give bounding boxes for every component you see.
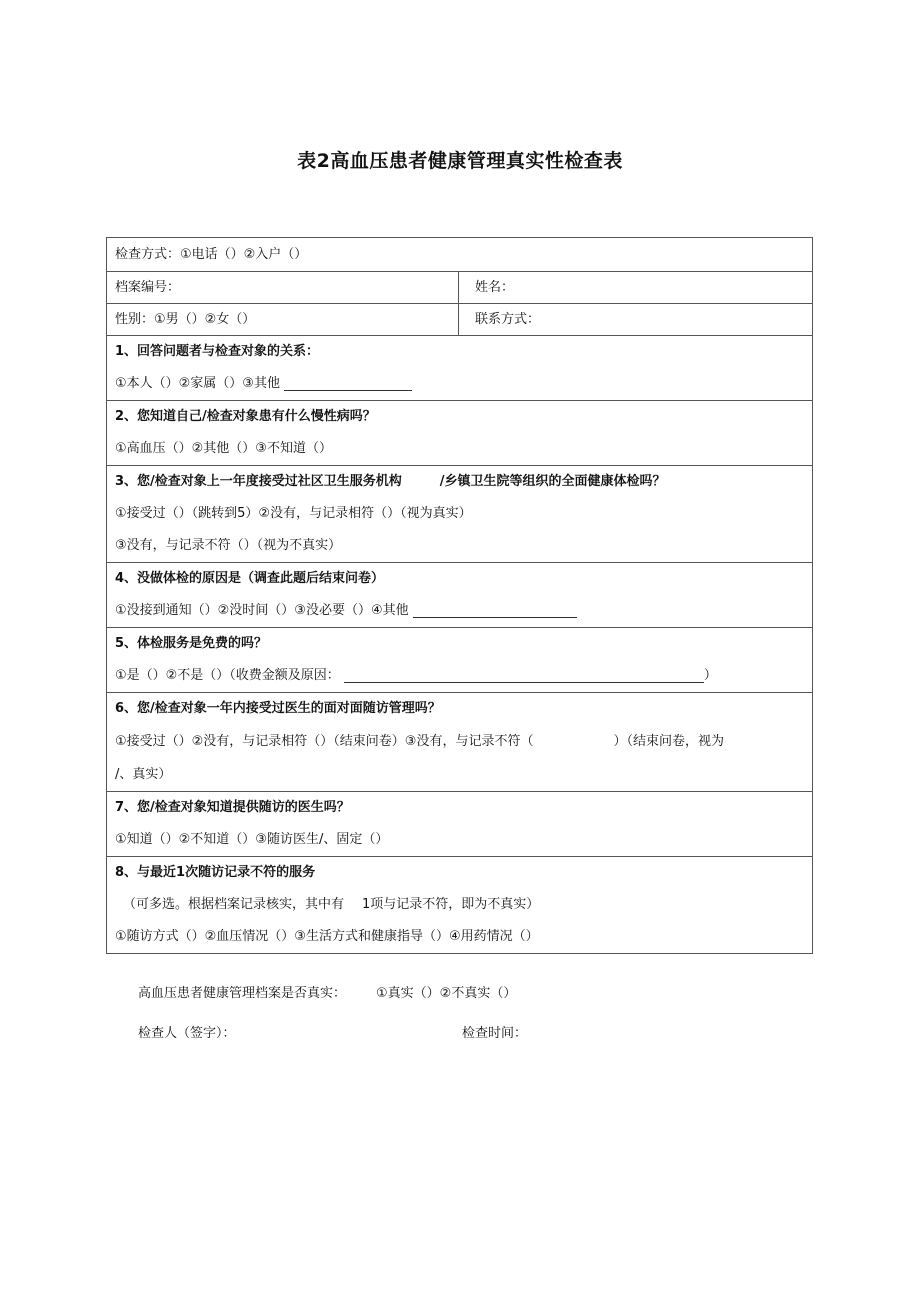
question-8-head: 8、与最近1次随访记录不符的服务 xyxy=(115,865,316,880)
question-7 xyxy=(107,791,812,856)
question-4-options-text: ①没接到通知（）②没时间（）③没必要（）④其他 xyxy=(115,603,409,618)
method-row xyxy=(107,238,812,271)
question-3-option-line1[interactable]: ①接受过（）（跳转到5）②没有，与记录相符（）（视为真实） xyxy=(115,506,472,521)
file-name-row xyxy=(107,271,812,303)
method-field[interactable]: 检查方式：①电话（）②入户（） xyxy=(115,247,308,262)
question-4-options[interactable] xyxy=(115,595,804,627)
question-8-options[interactable]: ①随访方式（）②血压情况（）③生活方式和健康指导（）④用药情况（） xyxy=(115,929,539,944)
question-7-head: 7、您/检查对象知道提供随访的医生吗？ xyxy=(115,800,350,815)
question-8-note-b: 1项与记录不符，即为不真实） xyxy=(362,897,540,912)
authenticity-line xyxy=(138,982,516,1001)
file-no-field[interactable]: 档案编号： xyxy=(107,272,459,303)
question-6 xyxy=(107,692,812,791)
question-2-options[interactable]: ①高血压（）②其他（）③不知道（） xyxy=(115,441,332,456)
authenticity-label: 高血压患者健康管理档案是否真实： xyxy=(138,986,347,1001)
question-6-line1-b: ）（结束问卷，视为 xyxy=(613,734,724,749)
question-4 xyxy=(107,562,812,627)
question-5-blank[interactable] xyxy=(344,668,704,683)
question-8-note xyxy=(115,889,804,921)
question-7-options[interactable]: ①知道（）②不知道（）③随访医生/、固定（） xyxy=(115,832,389,847)
question-6-line1-a: ①接受过（）②没有，与记录相符（）（结束问卷）③没有，与记录不符（ xyxy=(115,734,534,749)
question-3-head xyxy=(115,466,804,498)
question-6-option-line2[interactable]: /、真实） xyxy=(115,767,172,782)
question-2-head: 2、您知道自己/检查对象患有什么慢性病吗？ xyxy=(115,409,376,424)
question-5-head: 5、体检服务是免费的吗？ xyxy=(115,636,268,651)
question-3-head-b: /乡镇卫生院等组织的全面健康体检吗？ xyxy=(439,474,666,489)
question-1-head: 1、回答问题者与检查对象的关系： xyxy=(115,344,320,359)
question-2 xyxy=(107,400,812,465)
inspection-form xyxy=(106,237,813,954)
contact-field[interactable]: 联系方式： xyxy=(475,312,541,327)
question-4-head: 4、没做体检的原因是（调查此题后结束问卷） xyxy=(115,571,385,586)
question-1 xyxy=(107,335,812,400)
inspector-signature-field[interactable]: 检查人（签字）： xyxy=(138,1026,236,1041)
question-5 xyxy=(107,627,812,692)
inspect-time-field[interactable]: 检查时间： xyxy=(462,1026,528,1041)
question-1-options-text: ①本人（）②家属（）③其他 xyxy=(115,376,280,391)
gender-contact-row xyxy=(107,303,812,335)
question-4-blank[interactable] xyxy=(413,603,577,618)
inspector-line xyxy=(138,1022,236,1041)
page-title: 表2高血压患者健康管理真实性检查表 xyxy=(297,150,623,172)
question-5-options-text: ①是（）②不是（）（收费金额及原因： xyxy=(115,668,340,683)
question-6-head: 6、您/检查对象一年内接受过医生的面对面随访管理吗？ xyxy=(115,701,441,716)
question-1-options[interactable] xyxy=(115,368,804,400)
authenticity-options[interactable]: ①真实（）②不真实（） xyxy=(376,986,517,1001)
question-3-head-a: 3、您/检查对象上一年度接受过社区卫生服务机构 xyxy=(115,474,402,489)
question-1-blank[interactable] xyxy=(284,376,412,391)
inspect-time-line xyxy=(462,1022,527,1041)
gender-field[interactable]: 性别：①男（）②女（） xyxy=(107,304,459,335)
name-field[interactable]: 姓名： xyxy=(475,280,515,295)
question-3 xyxy=(107,465,812,562)
question-6-option-line1[interactable] xyxy=(115,725,804,759)
question-5-close: ） xyxy=(703,668,717,683)
question-8-note-a: （可多选。根据档案记录核实，其中有 xyxy=(123,897,345,912)
question-8 xyxy=(107,856,812,953)
question-3-option-line2[interactable]: ③没有，与记录不符（）（视为不真实） xyxy=(115,538,342,553)
question-5-options[interactable] xyxy=(115,660,804,692)
